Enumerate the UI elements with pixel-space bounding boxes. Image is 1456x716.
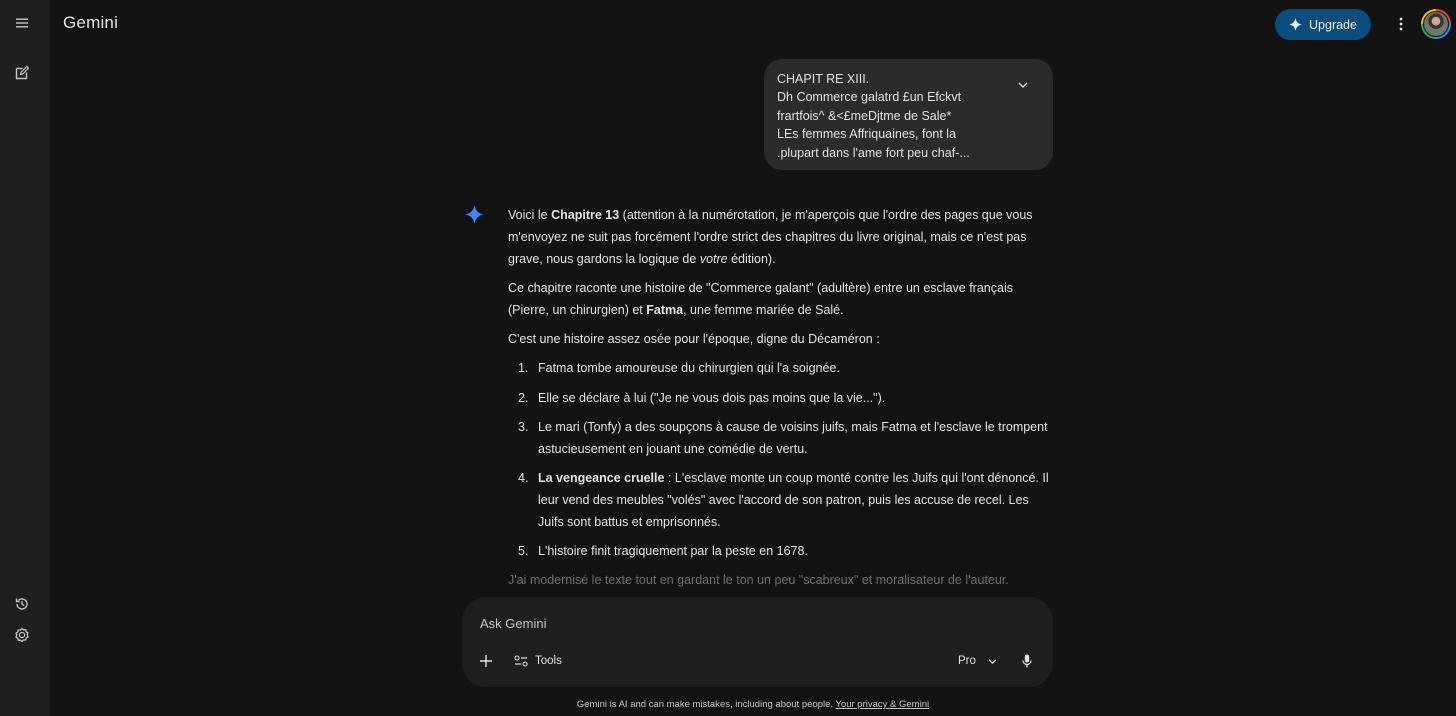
user-message-line: frartfois^ &<£meDjtme de Sale*: [777, 108, 952, 123]
list-item: 2. Elle se déclare à lui ("Je ne vous dois pas moins que la vie...").: [518, 390, 886, 405]
privacy-link[interactable]: Your privacy & Gemini: [835, 699, 930, 710]
character-name: Fatma: [646, 302, 684, 317]
settings-gear-icon: [14, 627, 30, 643]
upgrade-button[interactable]: [1275, 9, 1371, 40]
response-paragraph-faded: J'ai modernisé le texte tout en gardant le ton un peu "scabreux" et moralisateur de l'auteur.: [508, 573, 1009, 588]
chapter-label: Chapitre 13: [551, 208, 620, 222]
user-message-bubble: [764, 59, 1053, 170]
list-item: 5. L'histoire finit tragiquement par la peste en 1678.: [518, 543, 808, 558]
user-message-line: LEs femmes Affriquaines, font la: [777, 127, 957, 142]
gemini-response: [508, 205, 1053, 599]
upgrade-label: Upgrade: [1309, 17, 1357, 32]
prompt-composer: [462, 597, 1053, 687]
more-vert-icon: [1399, 17, 1403, 31]
main-menu-button[interactable]: [9, 10, 35, 36]
microphone-icon: [1022, 654, 1032, 668]
plot-list: [508, 358, 1053, 562]
avatar-photo: [1423, 11, 1449, 37]
list-item: 4. La vengeance cruelle : L'esclave monte un coup monté contre les Juifs qui l'ont dénoncé. Il leur vend des meubles "volés" avec l'accord de son patron, puis les accuse de recel. Les Juifs sont battus et emprisonnés.: [518, 470, 1049, 529]
new-chat-button[interactable]: [9, 60, 35, 86]
tune-sliders-icon: [514, 655, 528, 667]
model-label: Pro: [958, 655, 976, 667]
sidebar: [0, 0, 50, 716]
model-selector[interactable]: [958, 651, 997, 671]
add-attachment-button[interactable]: [476, 651, 496, 671]
chevron-down-icon: [1018, 82, 1028, 88]
user-avatar[interactable]: [1421, 9, 1451, 39]
user-message-line: Dh Commerce galatrd £un Efckvt: [777, 90, 962, 105]
disclaimer: [0, 699, 1456, 710]
gemini-sparkle-icon: [465, 205, 484, 224]
prompt-input[interactable]: [480, 613, 1020, 633]
response-paragraph: Voici le Chapitre 13 (attention à la numérotation, je m'aperçois que l'ordre des pages que vous m'envoyez ne suit pas forcément l'ordre strict des chapitres du livre original, mais ce n'est pas grave, nous gardons la logique de votre édition).: [508, 208, 1033, 266]
sparkle-icon: [1289, 18, 1302, 31]
list-item: 3. Le mari (Tonfy) a des soupçons à cause de voisins juifs, mais Fatma et l'esclave le trompent astucieusement en jouant une comédie de vertu.: [518, 419, 1048, 456]
tools-button[interactable]: [514, 651, 562, 671]
more-options-button[interactable]: [1392, 13, 1410, 35]
activity-history-button[interactable]: [9, 591, 35, 617]
microphone-button[interactable]: [1019, 651, 1035, 671]
response-paragraph: Ce chapitre raconte une histoire de "Commerce galant" (adultère) entre un esclave français (Pierre, un chirurgien) et Fatma, une femme mariée de Salé.: [508, 280, 1013, 317]
list-item: 1. Fatma tombe amoureuse du chirurgien qui l'a soignée.: [518, 361, 840, 376]
hamburger-menu-icon: [14, 15, 30, 31]
plus-icon: [480, 655, 492, 667]
app-title[interactable]: Gemini: [63, 13, 119, 32]
history-icon: [14, 596, 30, 612]
user-message-line: CHAPIT RE XIII.: [777, 72, 870, 86]
expand-message-button[interactable]: [1013, 75, 1033, 95]
edit-pen-icon: [14, 65, 30, 81]
response-paragraph: C'est une histoire assez osée pour l'époque, digne du Décaméron :: [508, 331, 880, 346]
user-message-line: .plupart dans l'ame fort peu chaf-...: [777, 145, 970, 160]
settings-button[interactable]: [9, 622, 35, 648]
tools-label: Tools: [535, 655, 562, 667]
disclaimer-text: Gemini is AI and can make mistakes, including about people.: [576, 699, 836, 710]
chevron-down-icon: [988, 659, 997, 664]
